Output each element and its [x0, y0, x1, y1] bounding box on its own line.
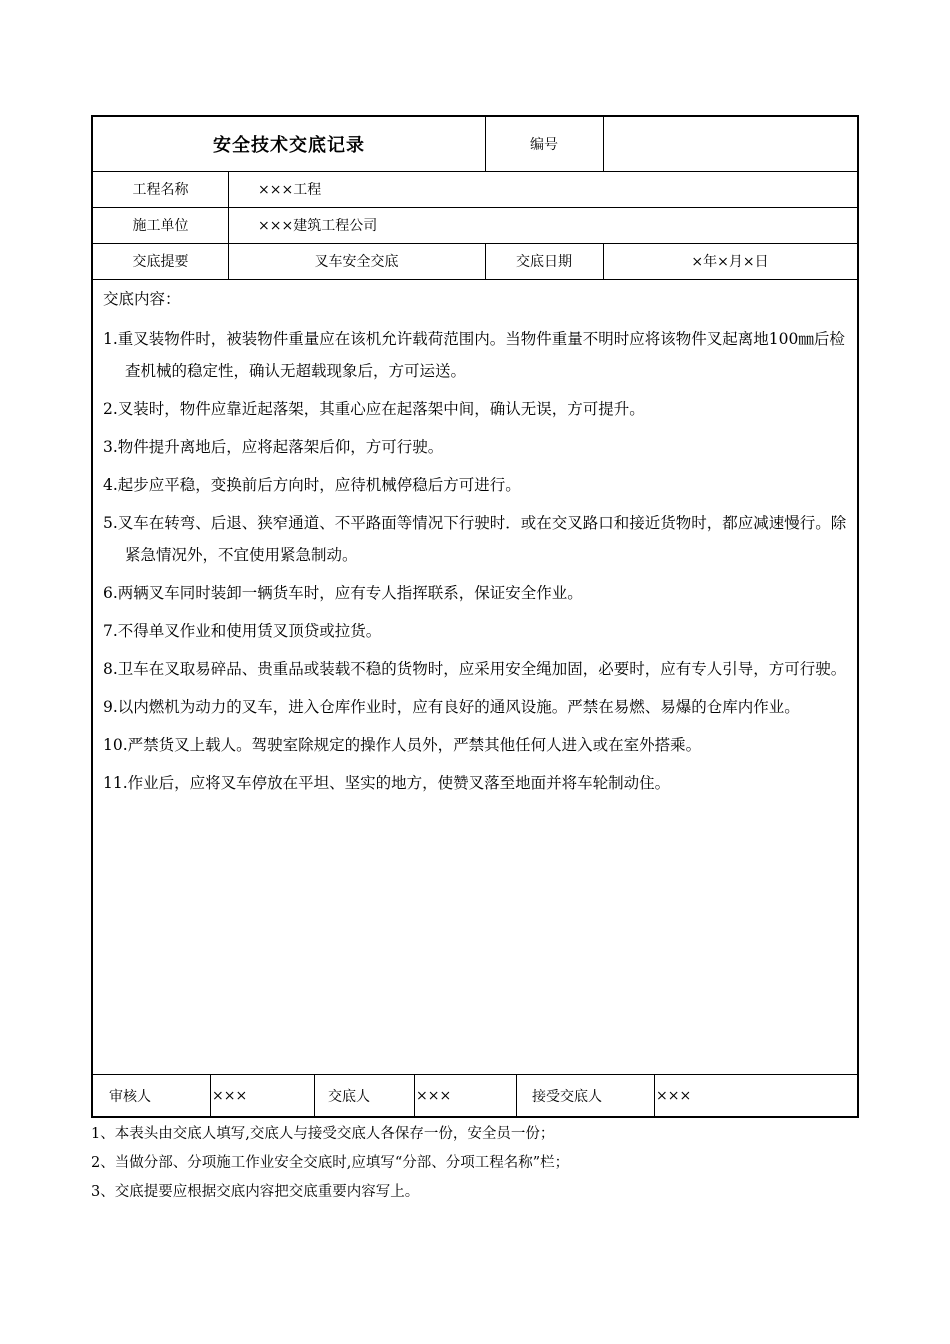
summary-label: 交底提要	[132, 254, 189, 270]
summary-row	[93, 243, 857, 280]
content-item: 1.重叉装物件时，被装物件重量应在该机允许载荷范围内。当物件重量不明时应将该物件叉起离地100㎜后检查机械的稳定性，确认无超载现象后，方可运送。	[103, 330, 845, 380]
disclosure-content	[93, 279, 857, 1075]
number-field[interactable]	[603, 117, 857, 171]
note-line: 1、本表头由交底人填写,交底人与接受交底人各保存一份，安全员一份；	[91, 1126, 555, 1142]
contractor-row	[93, 207, 857, 244]
receiver-label: 接受交底人	[532, 1088, 602, 1105]
date-value[interactable]: ×年×月×日	[691, 254, 769, 270]
content-item: 8.卫车在叉取易碎品、贵重品或装载不稳的货物时，应采用安全绳加固，必要时，应有专人引导，方可行驶。	[103, 660, 847, 678]
discloser-value[interactable]: ×××	[416, 1087, 452, 1104]
form-notes	[91, 1120, 891, 1207]
content-item: 6.两辆叉车同时装卸一辆货车时，应有专人指挥联系，保证安全作业。	[103, 584, 583, 602]
content-item: 5.叉车在转弯、后退、狭窄通道、不平路面等情况下行驶时．或在交叉路口和接近货物时，都应减速慢行。除紧急情况外，不宜使用紧急制动。	[103, 514, 847, 564]
note-line: 2、当做分部、分项施工作业安全交底时,应填写“分部、分项工程名称”栏；	[91, 1155, 570, 1171]
content-item: 10.严禁货叉上载人。驾驶室除规定的操作人员外，严禁其他任何人进入或在室外搭乘。	[103, 736, 702, 754]
content-item: 4.起步应平稳，变换前后方向时，应待机械停稳后方可进行。	[103, 476, 521, 494]
project-row	[93, 171, 857, 208]
reviewer-label: 审核人	[109, 1088, 151, 1105]
form-title: 安全技术交底记录	[213, 135, 365, 156]
project-value[interactable]: ×××工程	[258, 182, 322, 198]
content-item: 2.叉装时，物件应靠近起落架，其重心应在起落架中间，确认无误，方可提升。	[103, 400, 645, 418]
receiver-value[interactable]: ×××	[656, 1087, 692, 1104]
disclosure-form	[91, 115, 859, 1118]
number-label: 编号	[530, 137, 558, 153]
project-label: 工程名称	[132, 182, 189, 198]
reviewer-value[interactable]: ×××	[212, 1087, 248, 1104]
contractor-value[interactable]: ×××建筑工程公司	[258, 218, 378, 234]
content-item: 9.以内燃机为动力的叉车，进入仓库作业时，应有良好的通风设施。严禁在易燃、易爆的仓库内作业。	[103, 698, 800, 716]
date-label: 交底日期	[516, 254, 572, 270]
content-heading: 交底内容：	[103, 290, 181, 308]
contractor-label: 施工单位	[132, 218, 189, 234]
title-row	[93, 117, 857, 172]
signature-row	[93, 1074, 857, 1116]
summary-value[interactable]: 叉车安全交底	[314, 254, 399, 270]
content-item: 11.作业后，应将叉车停放在平坦、坚实的地方，使赞叉落至地面并将车轮制动住。	[103, 774, 671, 792]
note-line: 3、交底提要应根据交底内容把交底重要内容写上。	[91, 1184, 420, 1200]
content-item: 7.不得单叉作业和使用赁叉顶贷或拉货。	[103, 622, 382, 640]
discloser-label: 交底人	[328, 1088, 370, 1105]
content-item: 3.物件提升离地后，应将起落架后仰，方可行驶。	[103, 438, 444, 456]
